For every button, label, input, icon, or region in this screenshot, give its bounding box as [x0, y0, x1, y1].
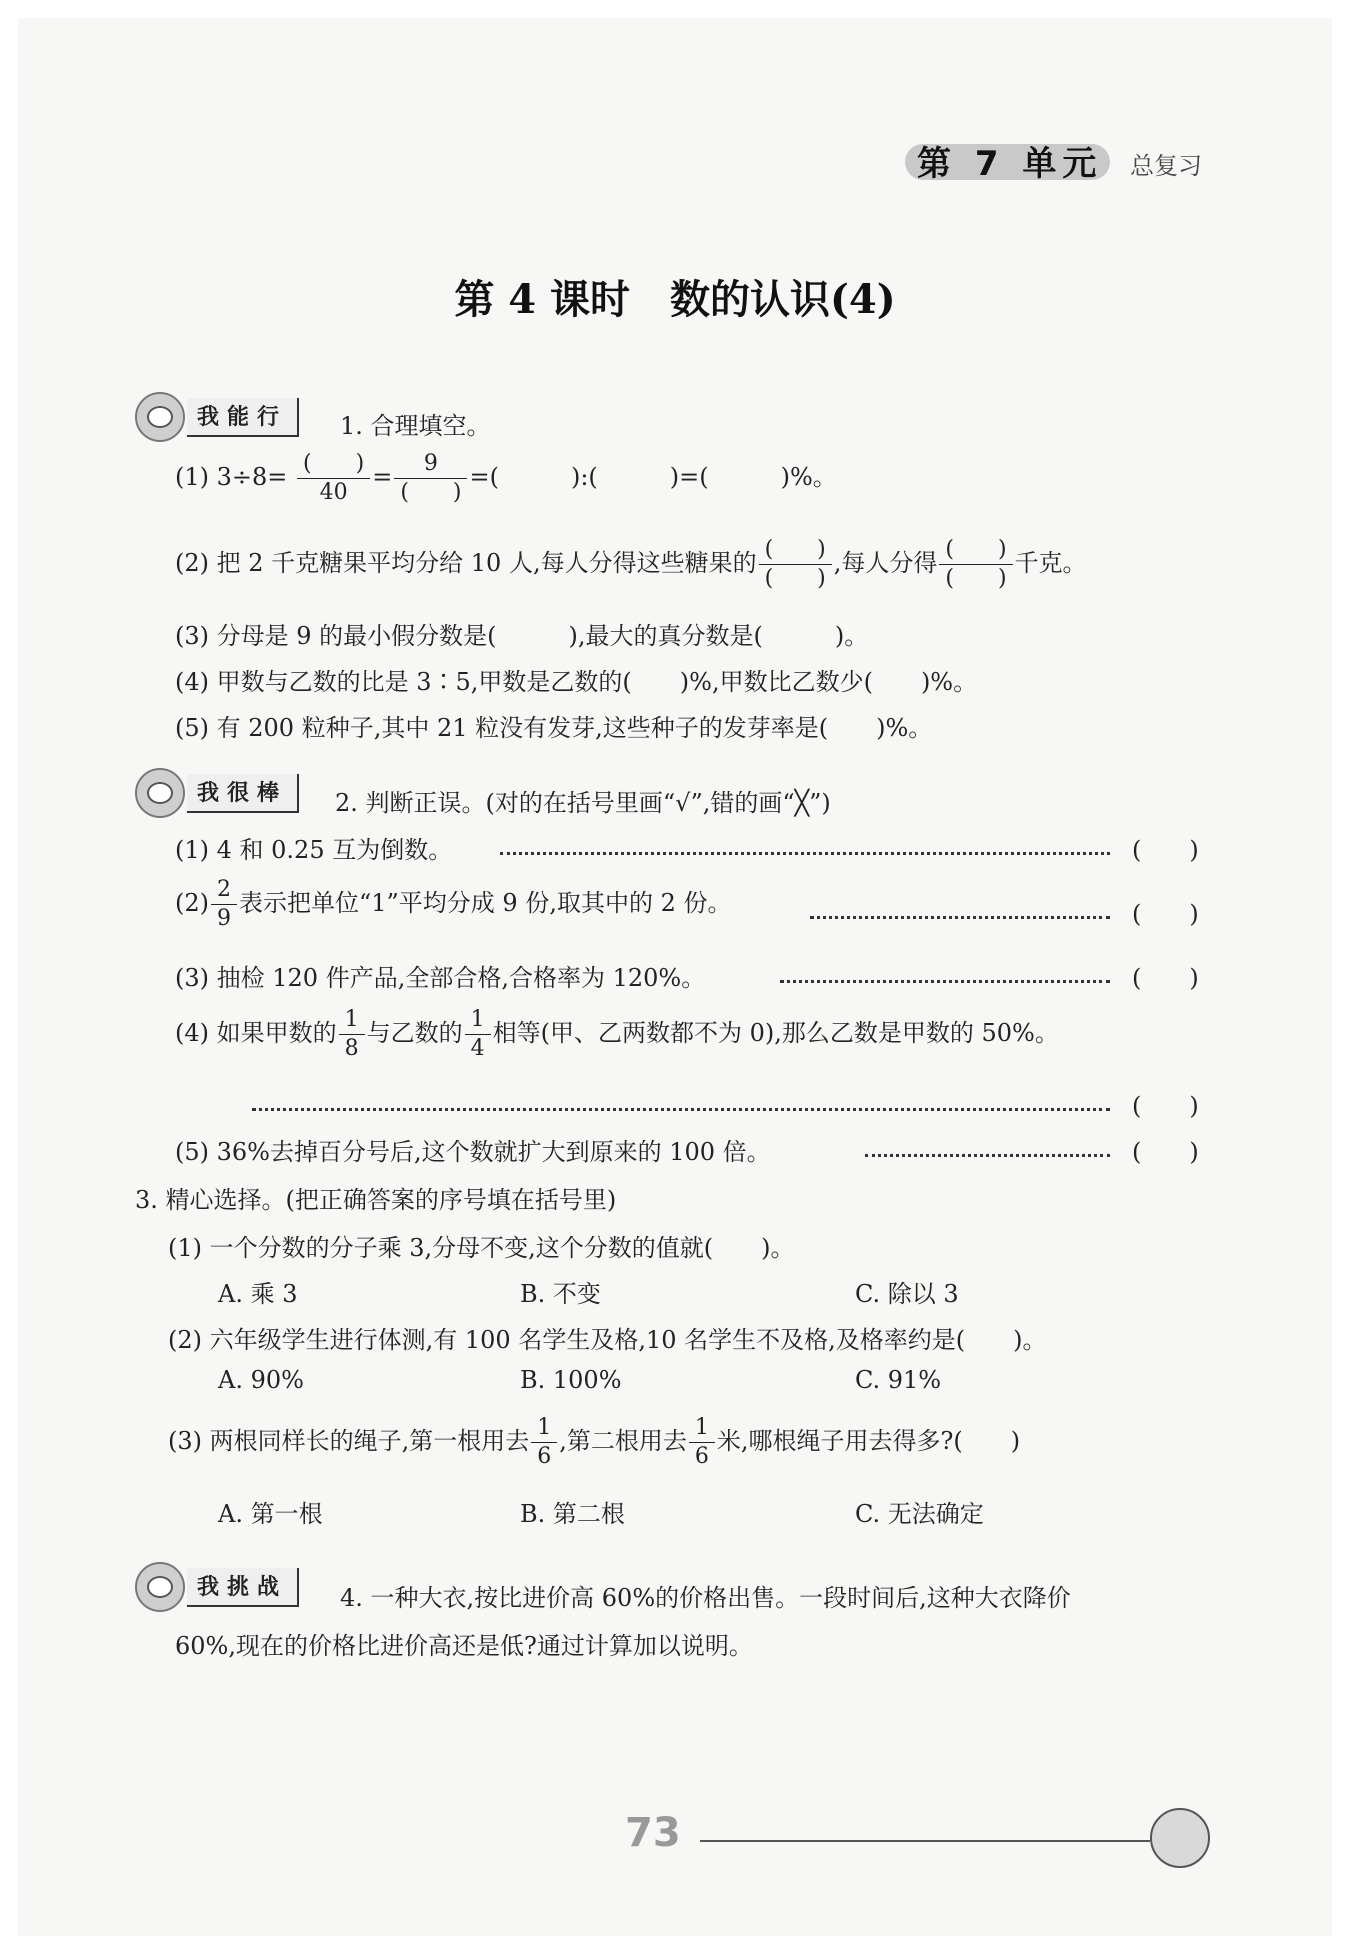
q1-item-1: (1) 3÷8= $\frac{( )}{40}$ = $\frac{9}{( )}$ =( ):( )=( )%。 — [175, 451, 837, 505]
q4-line-1: 4. 一种大衣,按比进价高 60%的价格出售。一段时间后,这种大衣降价 — [340, 1584, 1071, 1612]
fraction — [394, 452, 467, 505]
fraction-denominator: 6 — [537, 1444, 552, 1469]
q3-3-suffix: 米,哪根绳子用去得多?( ) — [716, 1427, 1021, 1455]
fraction-bar — [211, 904, 237, 905]
q1-item-3: (3) 分母是 9 的最小假分数是( ),最大的真分数是( )。 — [175, 622, 869, 650]
fraction-denominator: 6 — [694, 1444, 709, 1469]
option-a: A. 第一根 — [218, 1500, 323, 1528]
fraction-numerator: 1 — [344, 1007, 359, 1032]
badge-great — [135, 768, 299, 818]
q3-item-3 — [168, 1416, 1020, 1469]
unit-subtitle: 总复习 — [1130, 152, 1202, 180]
cartoon-mascot-icon — [1150, 1808, 1210, 1868]
fraction-bar — [394, 478, 467, 479]
badge-label: 我能行 — [187, 398, 299, 437]
q1-item-2 — [175, 538, 1087, 591]
fraction-bar — [531, 1442, 557, 1443]
q2-4-prefix: (4) 如果甲数的 — [175, 1019, 337, 1047]
answer-paren: ( ) — [1132, 900, 1199, 928]
fraction-bar — [759, 564, 832, 565]
fraction-numerator: 1 — [537, 1415, 552, 1440]
question-3-title: 3. 精心选择。(把正确答案的序号填在括号里) — [135, 1186, 617, 1214]
q2-item-4 — [175, 1008, 1059, 1061]
q3-item-1: (1) 一个分数的分子乘 3,分母不变,这个分数的值就( )。 — [168, 1234, 795, 1262]
q1-2-middle: ,每人分得 — [833, 549, 938, 577]
q2-4-middle: 与乙数的 — [366, 1019, 463, 1047]
fraction — [689, 1416, 715, 1469]
q2-4-suffix: 相等(甲、乙两数都不为 0),那么乙数是甲数的 50%。 — [492, 1019, 1059, 1047]
fraction-denominator: ( ) — [945, 566, 1007, 591]
question-2-title: 2. 判断正误。(对的在括号里画“√”,错的画“╳”) — [335, 789, 831, 817]
q2-2-prefix: (2) — [175, 889, 209, 917]
fraction-denominator: 8 — [344, 1036, 359, 1061]
option-b: B. 不变 — [520, 1280, 601, 1308]
fraction — [531, 1416, 557, 1469]
q1-1-suffix: =( ):( )=( )%。 — [469, 463, 837, 491]
dotted-leader — [500, 852, 1110, 855]
fraction-numerator: ( ) — [303, 451, 365, 476]
q3-3-prefix: (3) 两根同样长的绳子,第一根用去 — [168, 1427, 530, 1455]
option-c: C. 91% — [855, 1366, 942, 1394]
answer-paren: ( ) — [1132, 836, 1199, 864]
dotted-leader — [865, 1154, 1110, 1157]
fraction-denominator: 40 — [319, 480, 348, 505]
answer-paren: ( ) — [1132, 1138, 1199, 1166]
unit-title: 第 7 单元 — [917, 144, 1103, 184]
dotted-leader — [810, 916, 1110, 919]
lesson-title: 第 4 课时 数的认识(4) — [454, 276, 896, 323]
fraction — [939, 538, 1012, 591]
fraction-bar — [465, 1034, 491, 1035]
q1-2-prefix: (2) 把 2 千克糖果平均分给 10 人,每人分得这些糖果的 — [175, 549, 757, 577]
q2-item-5: (5) 36%去掉百分号后,这个数就扩大到原来的 100 倍。 — [175, 1138, 771, 1166]
q3-item-2: (2) 六年级学生进行体测,有 100 名学生及格,10 名学生不及格,及格率约是( )。 — [168, 1326, 1047, 1354]
option-b: B. 第二根 — [520, 1500, 625, 1528]
q2-item-1: (1) 4 和 0.25 互为倒数。 — [175, 836, 453, 864]
q1-item-4: (4) 甲数与乙数的比是 3∶5,甲数是乙数的( )%,甲数比乙数少( )%。 — [175, 668, 978, 696]
fraction-bar — [297, 478, 370, 479]
option-c: C. 无法确定 — [855, 1500, 984, 1528]
dotted-leader — [252, 1108, 1110, 1111]
option-a: A. 90% — [218, 1366, 304, 1394]
q4-line-2: 60%,现在的价格比进价高还是低?通过计算加以说明。 — [175, 1632, 753, 1660]
fraction — [211, 878, 237, 931]
fraction-denominator: ( ) — [400, 480, 462, 505]
page-number: 73 — [625, 1810, 681, 1856]
option-a: A. 乘 3 — [218, 1280, 298, 1308]
fraction-numerator: ( ) — [764, 537, 826, 562]
answer-paren: ( ) — [1132, 1092, 1199, 1120]
q1-item-5: (5) 有 200 粒种子,其中 21 粒没有发芽,这些种子的发芽率是( )%。 — [175, 714, 933, 742]
cartoon-girl-icon — [135, 392, 185, 442]
answer-paren: ( ) — [1132, 964, 1199, 992]
fraction-numerator: 2 — [217, 877, 231, 902]
fraction — [465, 1008, 491, 1061]
option-b: B. 100% — [520, 1366, 622, 1394]
fraction-denominator: ( ) — [764, 566, 826, 591]
q3-3-middle: ,第二根用去 — [559, 1427, 687, 1455]
fraction — [297, 452, 370, 505]
fraction-numerator: 1 — [470, 1007, 485, 1032]
fraction-denominator: 9 — [217, 906, 231, 931]
q2-item-3: (3) 抽检 120 件产品,全部合格,合格率为 120%。 — [175, 964, 706, 992]
fraction-bar — [689, 1442, 715, 1443]
fraction-numerator: 1 — [694, 1415, 709, 1440]
fraction-bar — [339, 1034, 365, 1035]
q2-2-suffix: 表示把单位“1”平均分成 9 份,取其中的 2 份。 — [239, 889, 732, 917]
q2-item-2 — [175, 878, 732, 931]
question-1-title: 1. 合理填空。 — [340, 412, 491, 440]
footer-rule — [700, 1840, 1150, 1842]
cartoon-girl-icon — [135, 768, 185, 818]
option-c: C. 除以 3 — [855, 1280, 959, 1308]
badge-label: 我很棒 — [187, 774, 299, 813]
fraction-bar — [939, 564, 1012, 565]
fraction-denominator: 4 — [470, 1036, 485, 1061]
cartoon-kids-icon — [135, 1562, 185, 1612]
badge-label: 我挑战 — [187, 1568, 299, 1607]
fraction — [759, 538, 832, 591]
fraction — [339, 1008, 365, 1061]
badge-challenge — [135, 1562, 299, 1612]
q1-2-suffix: 千克。 — [1014, 549, 1087, 577]
badge-i-can — [135, 392, 299, 442]
fraction-numerator: ( ) — [945, 537, 1007, 562]
q1-1-prefix: (1) 3÷8= — [175, 463, 288, 491]
fraction-numerator: 9 — [423, 451, 438, 476]
dotted-leader — [780, 980, 1110, 983]
